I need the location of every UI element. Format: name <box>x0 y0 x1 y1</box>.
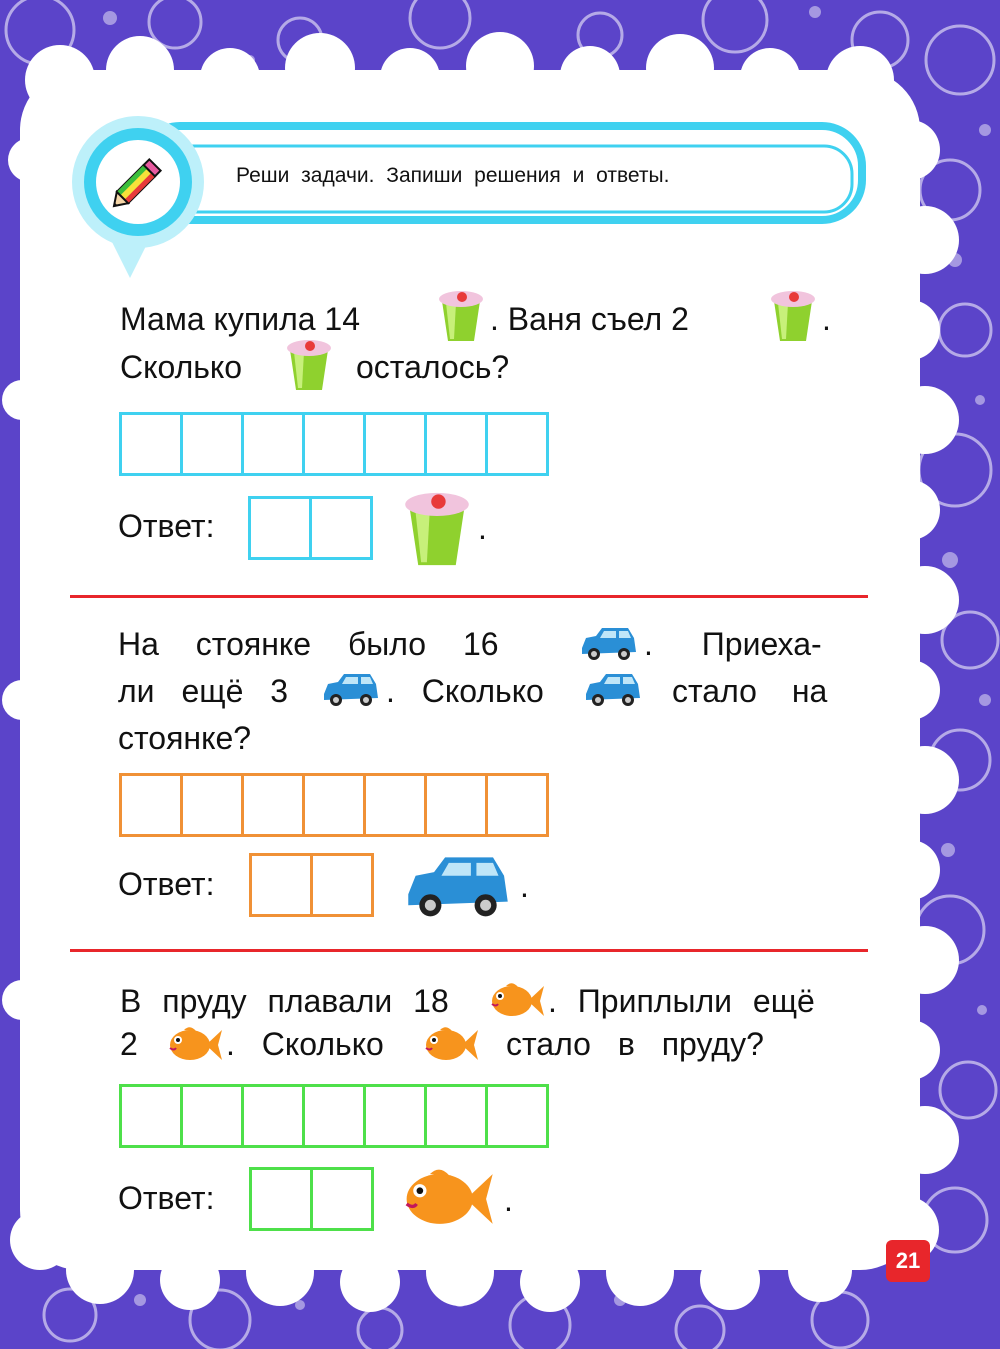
problem1-text-part1: Мама купила 14 <box>120 301 361 337</box>
problem3-text-part4: . Сколько <box>226 1026 384 1062</box>
solution-cell[interactable] <box>241 1084 302 1148</box>
problem2-text-part5: стало на <box>672 673 828 709</box>
solution-cell[interactable] <box>485 773 549 837</box>
goldfish-icon <box>400 1164 496 1234</box>
solution-cell[interactable] <box>485 412 549 476</box>
solution-cell[interactable] <box>485 1084 549 1148</box>
problem1-text-part5: осталось? <box>356 349 510 385</box>
page-number: 21 <box>886 1240 930 1282</box>
yogurt-cup-icon <box>398 490 476 568</box>
answer-cell[interactable] <box>309 496 373 560</box>
solution-cell[interactable] <box>363 412 424 476</box>
solution-cell[interactable] <box>302 773 363 837</box>
problem1-answer-end: . <box>478 510 487 546</box>
problem3-text-part5: стало в пруду? <box>506 1026 764 1062</box>
problem1-answer-label: Ответ: <box>118 508 215 544</box>
answer-cell[interactable] <box>310 1167 374 1231</box>
problem2-text-part3: ли ещё 3 <box>118 673 289 709</box>
problem3-answer-end: . <box>504 1182 513 1218</box>
car-icon <box>582 670 644 708</box>
answer-cell[interactable] <box>310 853 374 917</box>
pencil-icon <box>108 152 168 212</box>
car-icon <box>320 670 382 708</box>
solution-cell[interactable] <box>180 412 241 476</box>
instruction-text: Реши задачи. Запиши решения и ответы. <box>236 164 670 187</box>
car-icon <box>398 850 518 920</box>
yogurt-cup-icon <box>436 289 486 343</box>
yogurt-cup-icon <box>284 338 334 392</box>
goldfish-icon <box>166 1024 224 1066</box>
problem3-text-part1: В пруду плавали 18 <box>120 983 449 1019</box>
separator-line <box>70 595 868 598</box>
separator-line <box>70 949 868 952</box>
answer-cell[interactable] <box>249 1167 310 1231</box>
problem1-text-part3: . <box>822 301 831 337</box>
problem2-text-part2: . Приеха- <box>644 626 822 662</box>
problem3-text-part3: 2 <box>120 1026 138 1062</box>
solution-cell[interactable] <box>241 412 302 476</box>
answer-cell[interactable] <box>249 853 310 917</box>
answer-cell[interactable] <box>248 496 309 560</box>
problem2-answer-label: Ответ: <box>118 866 215 902</box>
solution-cell[interactable] <box>424 1084 485 1148</box>
problem2-text-part1: На стоянке было 16 <box>118 626 499 662</box>
problem2-answer-boxes[interactable] <box>249 853 374 917</box>
solution-cell[interactable] <box>241 773 302 837</box>
solution-cell[interactable] <box>363 773 424 837</box>
solution-cell[interactable] <box>302 412 363 476</box>
solution-cell[interactable] <box>180 773 241 837</box>
goldfish-icon <box>488 980 546 1022</box>
problem2-answer-end: . <box>520 868 529 904</box>
solution-cell[interactable] <box>363 1084 424 1148</box>
problem1-text-part4: Сколько <box>120 349 243 385</box>
solution-cell[interactable] <box>424 412 485 476</box>
problem2-text-part6: стоянке? <box>118 720 252 756</box>
problem3-answer-boxes[interactable] <box>249 1167 374 1231</box>
solution-cell[interactable] <box>119 773 180 837</box>
solution-cell[interactable] <box>302 1084 363 1148</box>
problem1-text-part2: . Ваня съел 2 <box>490 301 689 337</box>
problem3-answer-label: Ответ: <box>118 1180 215 1216</box>
problem1-solution-boxes[interactable] <box>119 412 549 476</box>
problem3-text-part2: . Приплыли ещё <box>548 983 815 1019</box>
yogurt-cup-icon <box>768 289 818 343</box>
problem3-solution-boxes[interactable] <box>119 1084 549 1148</box>
solution-cell[interactable] <box>180 1084 241 1148</box>
problem2-text-part4: . Сколько <box>386 673 544 709</box>
problem1-answer-boxes[interactable] <box>248 496 373 560</box>
car-icon <box>578 624 640 662</box>
solution-cell[interactable] <box>119 412 180 476</box>
problem2-solution-boxes[interactable] <box>119 773 549 837</box>
goldfish-icon <box>422 1024 480 1066</box>
solution-cell[interactable] <box>119 1084 180 1148</box>
instruction-frame <box>70 110 870 285</box>
solution-cell[interactable] <box>424 773 485 837</box>
